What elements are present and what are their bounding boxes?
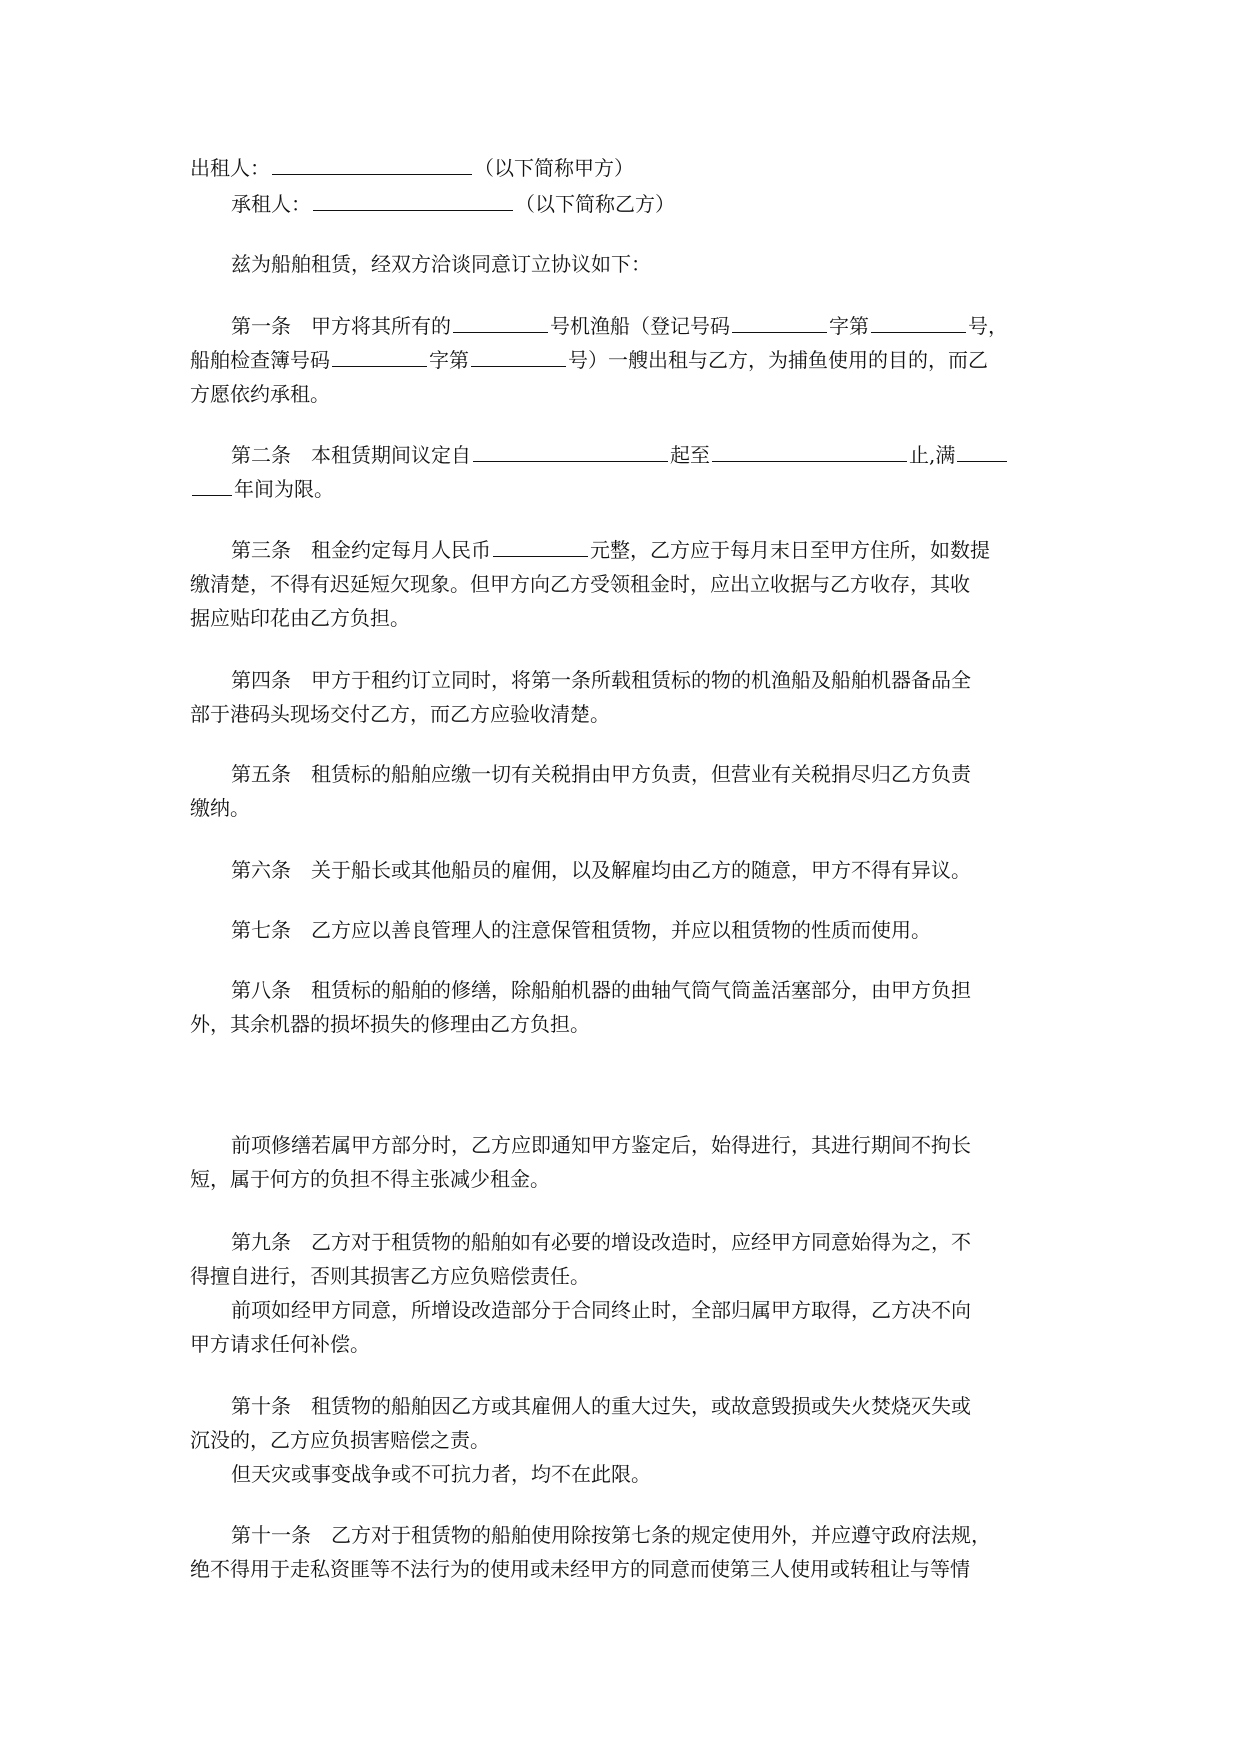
art3-text: 租金约定每月人民币: [311, 538, 491, 562]
art9-para2-line1: 前项如经甲方同意，所增设改造部分于合同终止时，全部归属甲方取得，乙方决不向: [231, 1298, 971, 1322]
art4-line1: [231, 666, 971, 694]
start-date-blank[interactable]: [473, 443, 668, 462]
art8-para2-line2: 短，属于何方的负担不得主张减少租金。: [190, 1167, 550, 1191]
registration-code-blank[interactable]: [732, 314, 827, 333]
art10-text: 租赁物的船舶因乙方或其雇佣人的重大过失，或故意毁损或失火焚烧灭失或: [311, 1394, 971, 1418]
years-blank-part1[interactable]: [957, 443, 1007, 462]
art2-text: 年间为限。: [234, 477, 334, 501]
art3-line1: [231, 536, 990, 564]
art5-text: 租赁标的船舶应缴一切有关税捐由甲方负责，但营业有关税捐尽归乙方负责: [311, 762, 971, 786]
art1-text: 甲方将其所有的: [311, 314, 451, 338]
art9-line1: [231, 1228, 971, 1256]
art1-line1: [231, 312, 1008, 340]
inspection-number-blank[interactable]: [471, 348, 566, 367]
lessor-label: 出租人：: [190, 156, 270, 180]
art7-text: 乙方应以善良管理人的注意保管租赁物，并应以租赁物的性质而使用。: [311, 918, 931, 942]
art1-text: 号机渔船（登记号码: [550, 314, 730, 338]
art11-text: 乙方对于租赁物的船舶使用除按第七条的规定使用外，并应遵守政府法规，: [331, 1523, 991, 1547]
art9-para2-line2: 甲方请求任何补偿。: [190, 1332, 370, 1356]
art2-line1: [231, 441, 1009, 469]
art6-label: 第六条: [231, 858, 291, 882]
art9-line2: 得擅自进行，否则其损害乙方应负赔偿责任。: [190, 1264, 590, 1288]
art8-para2-line1: 前项修缮若属甲方部分时，乙方应即通知甲方鉴定后，始得进行，其进行期间不拘长: [231, 1133, 971, 1157]
art8-line2: 外，其余机器的损坏损失的修理由乙方负担。: [190, 1012, 590, 1036]
art1-line3: 方愿依约承租。: [190, 382, 330, 406]
art7-line1: [231, 916, 931, 944]
lessor-suffix: （以下简称甲方）: [474, 156, 634, 180]
art9-text: 乙方对于租赁物的船舶如有必要的增设改造时，应经甲方同意始得为之，不: [311, 1230, 971, 1254]
inspection-code-blank[interactable]: [332, 348, 427, 367]
art7-label: 第七条: [231, 918, 291, 942]
art4-label: 第四条: [231, 668, 291, 692]
art1-label: 第一条: [231, 314, 291, 338]
art2-text: 起至: [670, 443, 710, 467]
art4-text: 甲方于租约订立同时，将第一条所载租赁标的物的机渔船及船舶机器备品全: [311, 668, 971, 692]
art1-text: 字第: [829, 314, 869, 338]
art1-line2: [190, 346, 988, 374]
art5-label: 第五条: [231, 762, 291, 786]
art3-text: 元整，乙方应于每月末日至甲方住所，如数提: [590, 538, 990, 562]
art1-text: 船舶检查簿号码: [190, 348, 330, 372]
art3-label: 第三条: [231, 538, 291, 562]
art10-label: 第十条: [231, 1394, 291, 1418]
art8-label: 第八条: [231, 978, 291, 1002]
lessor-line: [190, 154, 634, 182]
art2-text: 本租赁期间议定自: [311, 443, 471, 467]
art4-line2: 部于港码头现场交付乙方，而乙方应验收清楚。: [190, 702, 610, 726]
art1-text: 号）一艘出租与乙方，为捕鱼使用的目的，而乙: [568, 348, 988, 372]
art8-text: 租赁标的船舶的修缮，除船舶机器的曲轴气筒气筒盖活塞部分，由甲方负担: [311, 978, 971, 1002]
art2-label: 第二条: [231, 443, 291, 467]
intro-text: 兹为船舶租赁，经双方洽谈同意订立协议如下：: [231, 252, 651, 276]
years-blank-part2[interactable]: [192, 477, 232, 496]
art11-line2: 绝不得用于走私资匪等不法行为的使用或未经甲方的同意而使第三人使用或转租让与等情: [190, 1557, 970, 1581]
vessel-number-blank[interactable]: [453, 314, 548, 333]
registration-number-blank[interactable]: [871, 314, 966, 333]
art2-text: 止,满: [909, 443, 956, 467]
art8-line1: [231, 976, 971, 1004]
art1-text: 号，: [968, 314, 1008, 338]
lessee-label: 承租人：: [231, 192, 311, 216]
art5-line1: [231, 760, 971, 788]
rent-amount-blank[interactable]: [493, 538, 588, 557]
end-date-blank[interactable]: [712, 443, 907, 462]
art11-label: 第十一条: [231, 1523, 311, 1547]
lessor-blank[interactable]: [272, 156, 472, 175]
art10-line1: [231, 1392, 971, 1420]
art6-line1: [231, 856, 971, 884]
lessee-suffix: （以下简称乙方）: [515, 192, 675, 216]
art3-line3: 据应贴印花由乙方负担。: [190, 606, 410, 630]
art9-label: 第九条: [231, 1230, 291, 1254]
art3-line2: 缴清楚，不得有迟延短欠现象。但甲方向乙方受领租金时，应出立收据与乙方收存，其收: [190, 572, 970, 596]
art2-line2: [190, 475, 334, 503]
lessee-blank[interactable]: [313, 192, 513, 211]
art10-para2: 但天灾或事变战争或不可抗力者，均不在此限。: [231, 1462, 651, 1486]
lessee-line: [231, 190, 675, 218]
art10-line2: 沉没的，乙方应负损害赔偿之责。: [190, 1428, 490, 1452]
art11-line1: [231, 1521, 991, 1549]
art1-text: 字第: [429, 348, 469, 372]
art5-line2: 缴纳。: [190, 796, 250, 820]
art6-text: 关于船长或其他船员的雇佣，以及解雇均由乙方的随意，甲方不得有异议。: [311, 858, 971, 882]
